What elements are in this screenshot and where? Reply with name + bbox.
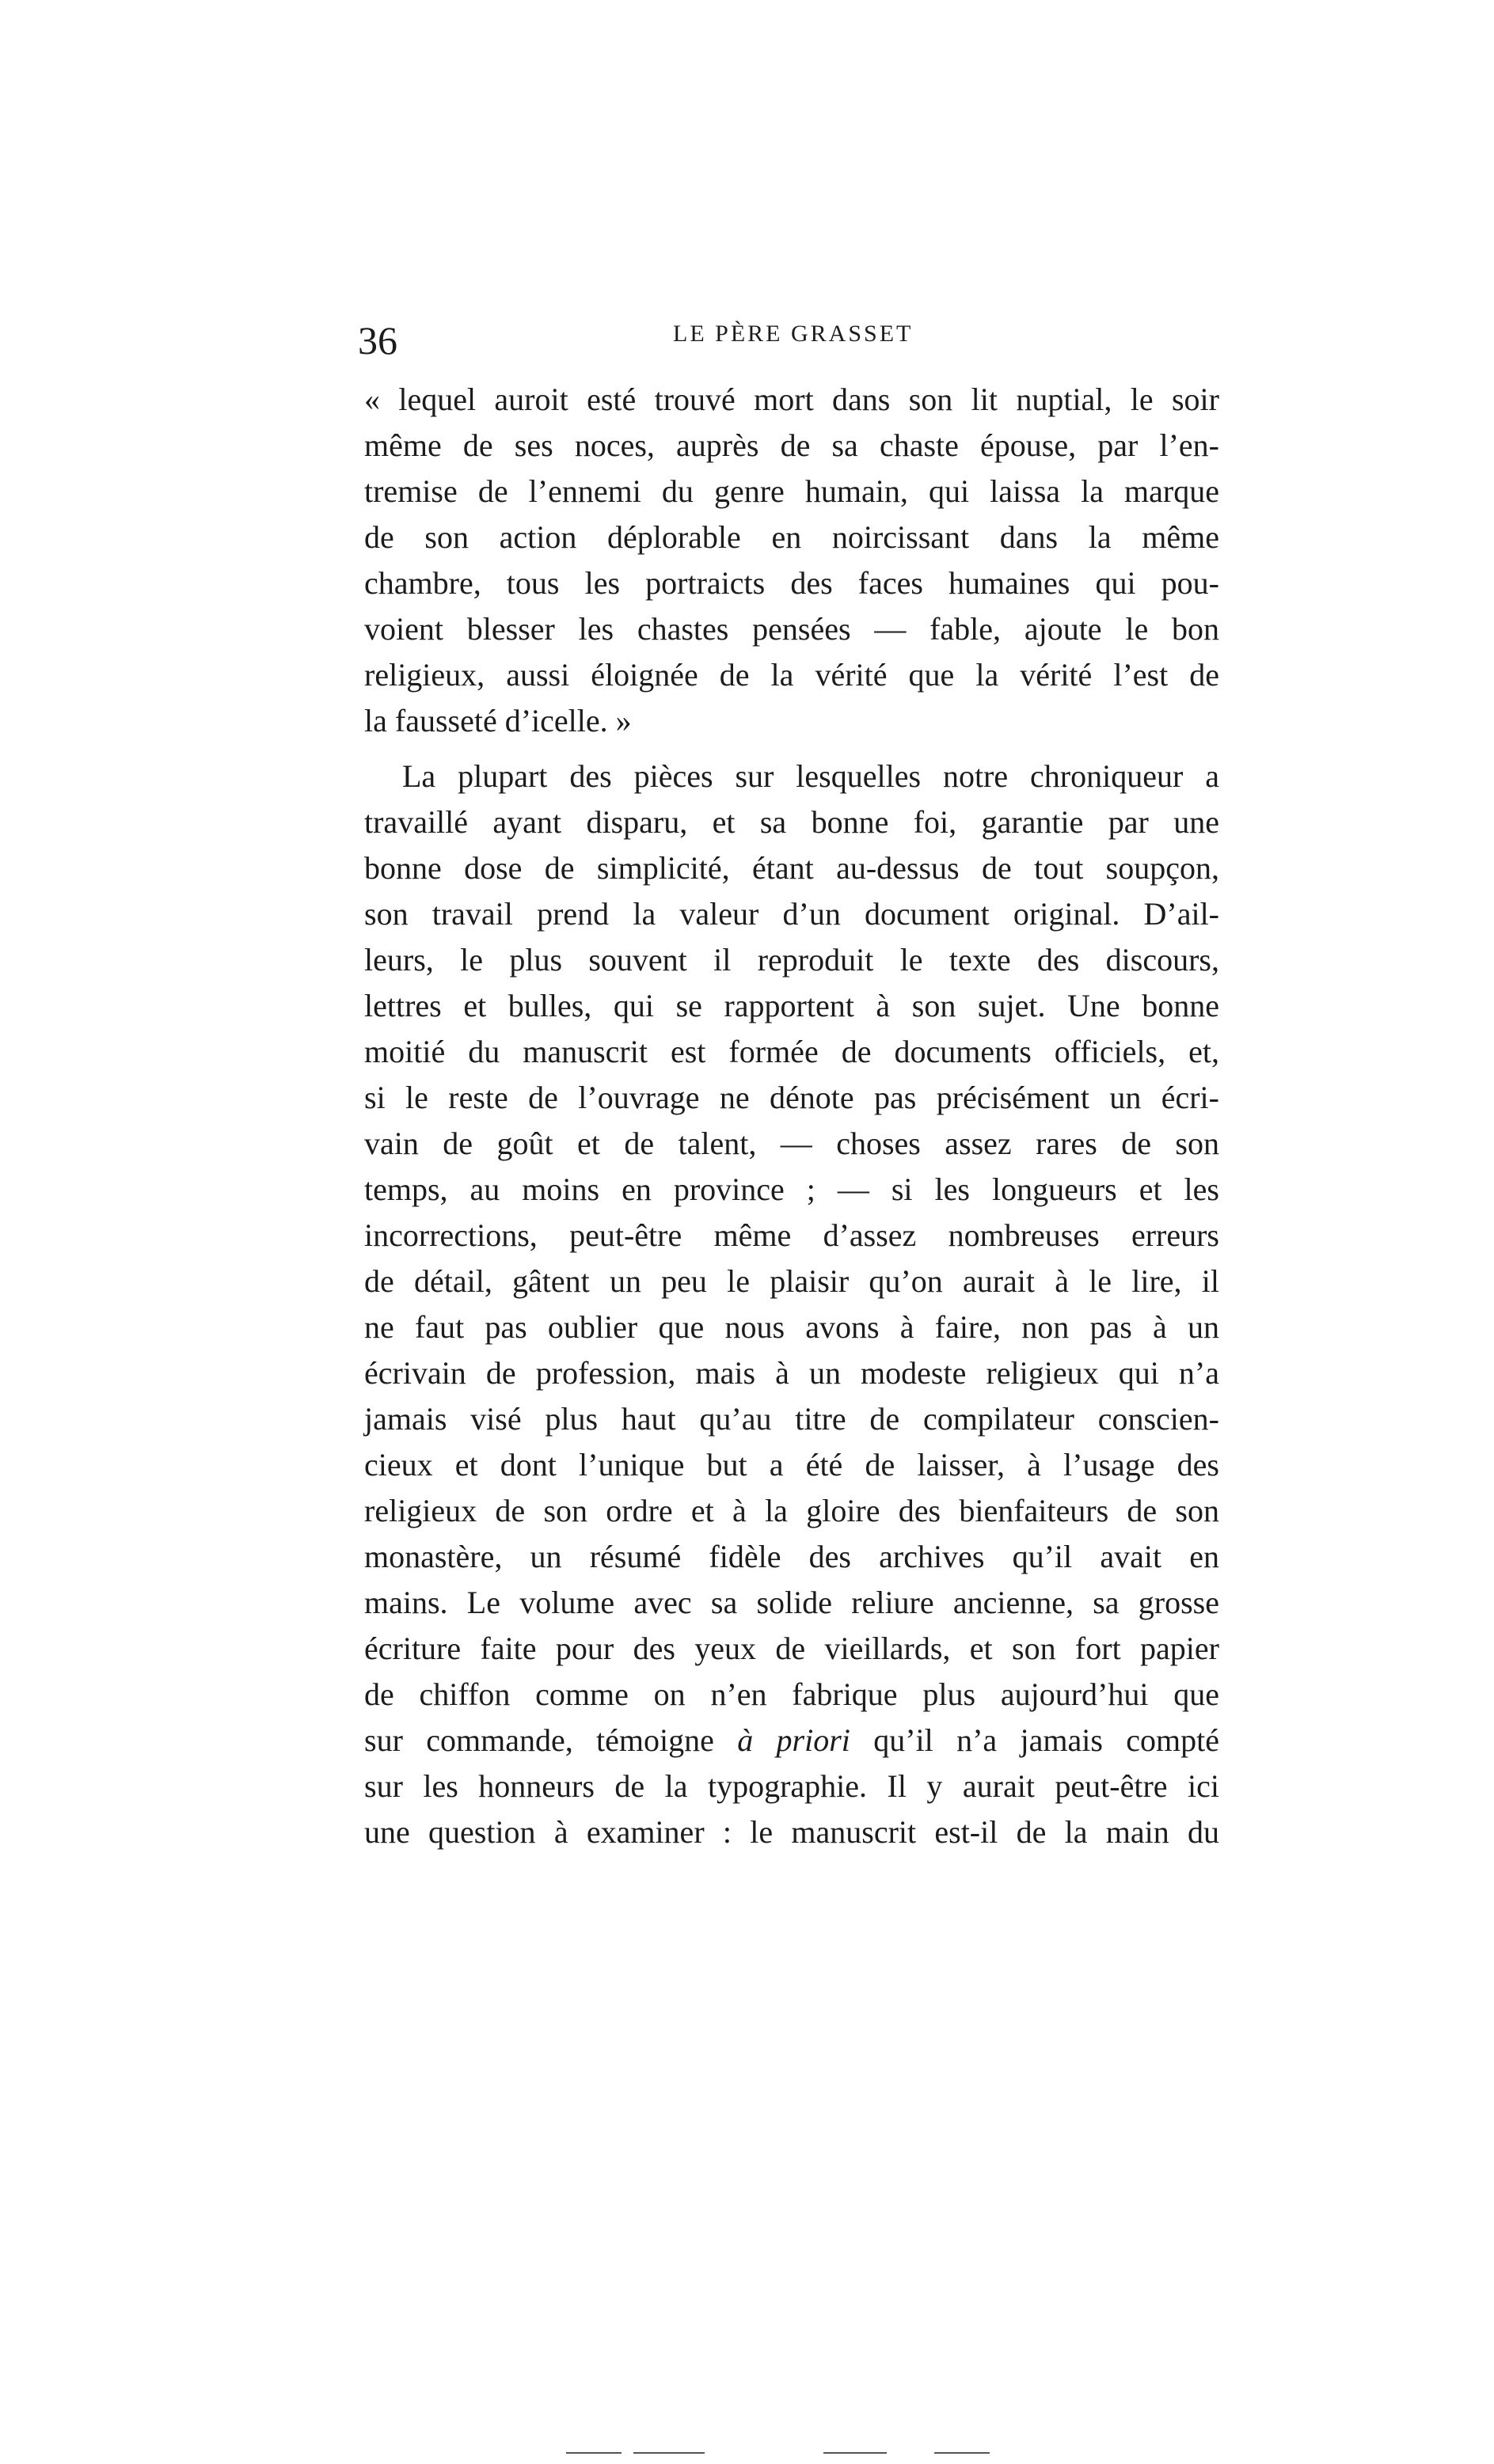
bottom-edge-mark bbox=[934, 2452, 990, 2454]
text-line: son travail prend la valeur d’un document original. D’ail- bbox=[364, 896, 1219, 932]
text-line: voient blesser les chastes pensées — fable, ajoute le bon bbox=[364, 611, 1219, 647]
text-line: cieux et dont l’unique but a été de laisser, à l’usage des bbox=[364, 1447, 1219, 1483]
text-line: écrivain de profession, mais à un modeste religieux qui n’a bbox=[364, 1355, 1219, 1391]
text-line: incorrections, peut-être même d’assez nombreuses erreurs bbox=[364, 1217, 1219, 1253]
text-line: écriture faite pour des yeux de vieillards, et son fort papier bbox=[364, 1631, 1219, 1666]
text-line: bonne dose de simplicité, étant au-dessus de tout soupçon, bbox=[364, 850, 1219, 886]
text-line: mains. Le volume avec sa solide reliure ancienne, sa grosse bbox=[364, 1585, 1219, 1620]
text-fragment: sur commande, témoigne bbox=[364, 1722, 738, 1758]
text-line: si le reste de l’ouvrage ne dénote pas précisément un écri- bbox=[364, 1080, 1219, 1115]
text-line: La plupart des pièces sur lesquelles notre chroniqueur a bbox=[402, 758, 1219, 794]
text-line: de son action déplorable en noircissant dans la même bbox=[364, 519, 1219, 555]
paragraph-gap bbox=[364, 744, 1219, 754]
paragraph-quotation bbox=[364, 377, 1219, 744]
text-line: une question à examiner : le manuscrit est-il de la main du bbox=[364, 1814, 1219, 1850]
text-line: chambre, tous les portraicts des faces humaines qui pou- bbox=[364, 565, 1219, 601]
running-head: LE PÈRE GRASSET bbox=[673, 321, 914, 347]
body-text bbox=[364, 377, 1219, 1855]
italic-term: à priori bbox=[737, 1722, 850, 1758]
text-line: moitié du manuscrit est formée de documents officiels, et, bbox=[364, 1034, 1219, 1069]
paragraph-commentary bbox=[364, 754, 1219, 1855]
text-line: sur les honneurs de la typographie. Il y aurait peut-être ici bbox=[364, 1768, 1219, 1804]
text-line: religieux, aussi éloignée de la vérité que la vérité l’est de bbox=[364, 657, 1219, 693]
text-line: travaillé ayant disparu, et sa bonne foi, garantie par une bbox=[364, 804, 1219, 840]
text-line-with-italic bbox=[364, 1718, 1219, 1764]
text-line: vain de goût et de talent, — choses assez rares de son bbox=[364, 1126, 1219, 1161]
text-line: ne faut pas oublier que nous avons à faire, non pas à un bbox=[364, 1309, 1219, 1345]
text-line: même de ses noces, auprès de sa chaste épouse, par l’en- bbox=[364, 427, 1219, 463]
text-line: « lequel auroit esté trouvé mort dans son lit nuptial, le soir bbox=[364, 382, 1219, 417]
text-line: temps, au moins en province ; — si les longueurs et les bbox=[364, 1171, 1219, 1207]
text-line: jamais visé plus haut qu’au titre de compilateur conscien- bbox=[364, 1401, 1219, 1437]
bottom-edge-mark bbox=[823, 2452, 887, 2454]
text-fragment: qu’il n’a jamais compté bbox=[850, 1722, 1219, 1758]
text-line: religieux de son ordre et à la gloire des bienfaiteurs de son bbox=[364, 1493, 1219, 1528]
bottom-edge-mark bbox=[633, 2452, 705, 2454]
text-line: monastère, un résumé fidèle des archives qu’il avait en bbox=[364, 1539, 1219, 1574]
text-line: lettres et bulles, qui se rapportent à son sujet. Une bonne bbox=[364, 988, 1219, 1023]
text-line: leurs, le plus souvent il reproduit le texte des discours, bbox=[364, 942, 1219, 978]
bottom-edge-mark bbox=[566, 2452, 622, 2454]
page-number: 36 bbox=[358, 318, 397, 363]
text-line: tremise de l’ennemi du genre humain, qui laissa la marque bbox=[364, 473, 1219, 509]
text-line: de détail, gâtent un peu le plaisir qu’on aurait à le lire, il bbox=[364, 1263, 1219, 1299]
text-line: la fausseté d’icelle. » bbox=[364, 703, 632, 738]
text-line: de chiffon comme on n’en fabrique plus aujourd’hui que bbox=[364, 1676, 1219, 1712]
